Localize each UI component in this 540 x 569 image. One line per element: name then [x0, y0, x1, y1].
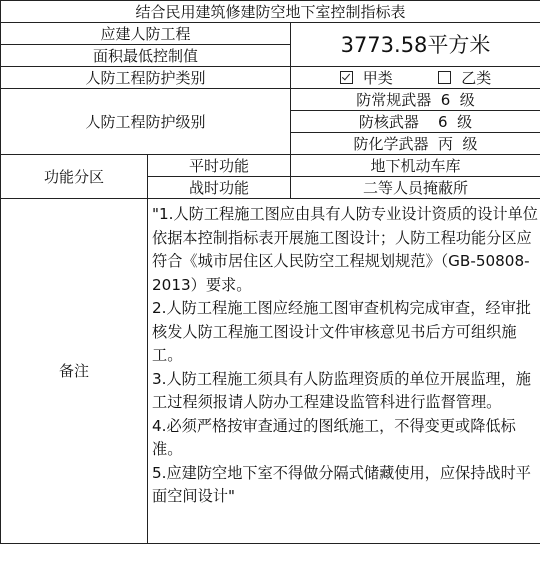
- wartime-function-value: 二等人员掩蔽所: [291, 177, 540, 199]
- remarks-label: 备注: [1, 199, 148, 544]
- protection-category-options: [291, 67, 540, 89]
- function-zone-label: 功能分区: [1, 155, 148, 199]
- protection-category-label: 人防工程防护类别: [1, 67, 291, 89]
- peacetime-function-label: 平时功能: [148, 155, 291, 177]
- peacetime-function-value: 地下机动车库: [291, 155, 540, 177]
- option-label-jia: 甲类: [362, 68, 393, 87]
- table-title: 结合民用建筑修建防空地下室控制指标表: [1, 1, 540, 23]
- remark-item: 5.应建防空地下室不得做分隔式储藏使用，应保持战时平面空间设计": [152, 463, 531, 505]
- protection-level-item: 防常规武器 6 级: [291, 89, 540, 111]
- remarks-content: [148, 199, 540, 544]
- protection-level-item: 防化学武器 丙 级: [291, 133, 540, 155]
- area-value: 3773.58平方米: [291, 23, 540, 67]
- protection-level-item: 防核武器 6 级: [291, 111, 540, 133]
- remark-item: 2.人防工程施工图应经施工图审查机构完成审查，经审批核发人防工程施工图设计文件审核意见书后方可组织施工。: [152, 299, 531, 364]
- remark-item: 3.人防工程施工须具有人防监理资质的单位开展监理，施工过程须报请人防办工程建设监管科进行监督管理。: [152, 369, 531, 411]
- checkbox-checked-icon[interactable]: [340, 71, 353, 84]
- checkbox-unchecked-icon[interactable]: [438, 71, 451, 84]
- wartime-function-label: 战时功能: [148, 177, 291, 199]
- remark-item: 4.必须严格按审查通过的图纸施工，不得变更或降低标准。: [152, 416, 516, 458]
- protection-level-label: 人防工程防护级别: [1, 89, 291, 155]
- area-label-line1: 应建人防工程: [1, 23, 291, 45]
- area-label-line2: 面积最低控制值: [1, 45, 291, 67]
- option-label-yi: 乙类: [461, 68, 492, 87]
- remark-item: "1.人防工程施工图应由具有人防专业设计资质的设计单位依据本控制指标表开展施工图设计；人防工程功能分区应符合《城市居住区人民防空工程规划规范》（GB-50808-2013）要求。: [152, 205, 538, 294]
